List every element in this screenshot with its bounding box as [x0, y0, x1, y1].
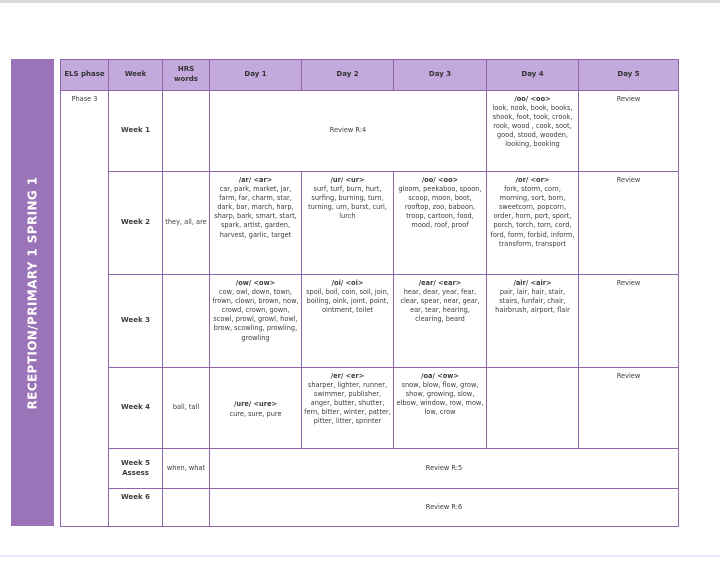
header-week: Week	[109, 60, 163, 91]
table-row	[61, 172, 679, 275]
day3-cell	[394, 368, 487, 449]
day4-cell	[487, 91, 579, 172]
day1-cell	[210, 368, 302, 449]
day4-cell	[487, 368, 579, 449]
day5-cell: Review	[579, 91, 679, 172]
grapheme: /ur/ <ur>	[330, 176, 365, 184]
grapheme: /ear/ <ear>	[418, 279, 462, 287]
word-list: surf, turf, burn, hurt, surfing, burning, turn, turning, urn, burst, curl, lurch	[308, 185, 387, 221]
grapheme: /oo/ <oo>	[421, 176, 459, 184]
week-label: Week 4	[109, 368, 163, 449]
day3-cell	[394, 172, 487, 275]
word-list: look, nook, book, books, shook, foot, took, crook, rook, wood , cook, soot, good, stood, wooden, looking, booking	[492, 104, 573, 149]
table-row	[61, 91, 679, 172]
hrs-words-cell	[163, 91, 210, 172]
sidebar-title: RECEPTION/PRIMARY 1 SPRING 1	[25, 176, 40, 409]
word-list: gloom, peekaboo, spoon, scoop, moon, boot, rooftop, zoo, baboon, troop, cartoon, food, mood, roof, proof	[398, 185, 482, 230]
table-row	[61, 368, 679, 449]
header-day2: Day 2	[302, 60, 394, 91]
review-merged-cell: Review R:5	[210, 449, 679, 489]
bottom-rule	[0, 555, 720, 557]
day2-cell	[302, 172, 394, 275]
day4-cell	[487, 172, 579, 275]
day4-cell	[487, 275, 579, 368]
day5-cell: Review	[579, 275, 679, 368]
phase-cell: Phase 3	[61, 91, 109, 527]
grapheme: /air/ <air>	[513, 279, 552, 287]
header-day4: Day 4	[487, 60, 579, 91]
grapheme: /oi/ <oi>	[331, 279, 364, 287]
word-list: spoil, boil, coin, soil, join, boiling, oink, joint, point, ointment, toilet	[306, 288, 389, 315]
sidebar-banner	[11, 59, 54, 526]
grapheme: /er/ <er>	[330, 372, 365, 380]
grapheme: /ar/ <ar>	[238, 176, 273, 184]
week-label: Week 5 Assess	[109, 449, 163, 489]
hrs-words-cell: ball, tall	[163, 368, 210, 449]
day1-cell	[210, 172, 302, 275]
day1-cell	[210, 275, 302, 368]
header-day1: Day 1	[210, 60, 302, 91]
word-list: fork, storm, corn, morning, sort, born, sweetcorn, popcorn, order, horn, port, sport, porch, torch, torn, cord, ford, form, forbid, inform, transform, transport	[490, 185, 575, 248]
hrs-words-cell: when, what	[163, 449, 210, 489]
grapheme: /or/ <or>	[515, 176, 550, 184]
header-day3: Day 3	[394, 60, 487, 91]
review-merged-cell: Review R:6	[210, 489, 679, 527]
hrs-words-cell: they, all, are	[163, 172, 210, 275]
week-label: Week 2	[109, 172, 163, 275]
table-row	[61, 449, 679, 489]
hrs-words-cell	[163, 489, 210, 527]
top-rule	[0, 0, 720, 3]
grapheme: /ure/ <ure>	[234, 400, 277, 409]
day2-cell	[302, 368, 394, 449]
header-day5: Day 5	[579, 60, 679, 91]
word-list: cure, sure, pure	[229, 409, 282, 418]
header-row	[61, 60, 679, 91]
hrs-words-cell	[163, 275, 210, 368]
review-merged-cell: Review R:4	[210, 91, 487, 172]
header-els-phase: ELS phase	[61, 60, 109, 91]
week-label: Week 3	[109, 275, 163, 368]
word-list: pair, lair, hair, stair, stairs, funfair, chair, hairbrush, airport, flair	[495, 288, 570, 315]
week-label: Week 6	[109, 489, 163, 527]
day5-cell: Review	[579, 368, 679, 449]
day2-cell	[302, 275, 394, 368]
table-row	[61, 489, 679, 527]
table-row	[61, 275, 679, 368]
grapheme: /oo/ <oo>	[514, 95, 551, 103]
phonics-plan-table	[60, 59, 679, 527]
word-list: car, park, market, jar, farm, far, charm, star, dark, bar, march, harp, sharp, bark, smart, start, spark, artist, garden, harvest, garlic, target	[214, 185, 297, 239]
word-list: sharper, lighter, runner, swimmer, publisher, anger, butter, shutter, fern, bitter, winter, patter, pitter, litter, sprinter	[304, 381, 391, 426]
grapheme: /ow/ <ow>	[235, 279, 276, 287]
week-label: Week 1	[109, 91, 163, 172]
word-list: hear, dear, year, fear, clear, spear, near, gear, ear, tear, hearing, clearing, beard	[400, 288, 480, 324]
word-list: cow, owl, down, town, frown, clown, brown, now, crowd, crown, gown, scowl, prowl, growl, howl, brow, scowling, prowling, growling	[212, 288, 299, 342]
day3-cell	[394, 275, 487, 368]
word-list: snow, blow, flow, grow, show, growing, slow, elbow, window, row, mow, low, crow	[396, 381, 484, 417]
grapheme: /oa/ <ow>	[421, 372, 459, 380]
header-hrs-words: HRS words	[163, 60, 210, 91]
day5-cell: Review	[579, 172, 679, 275]
